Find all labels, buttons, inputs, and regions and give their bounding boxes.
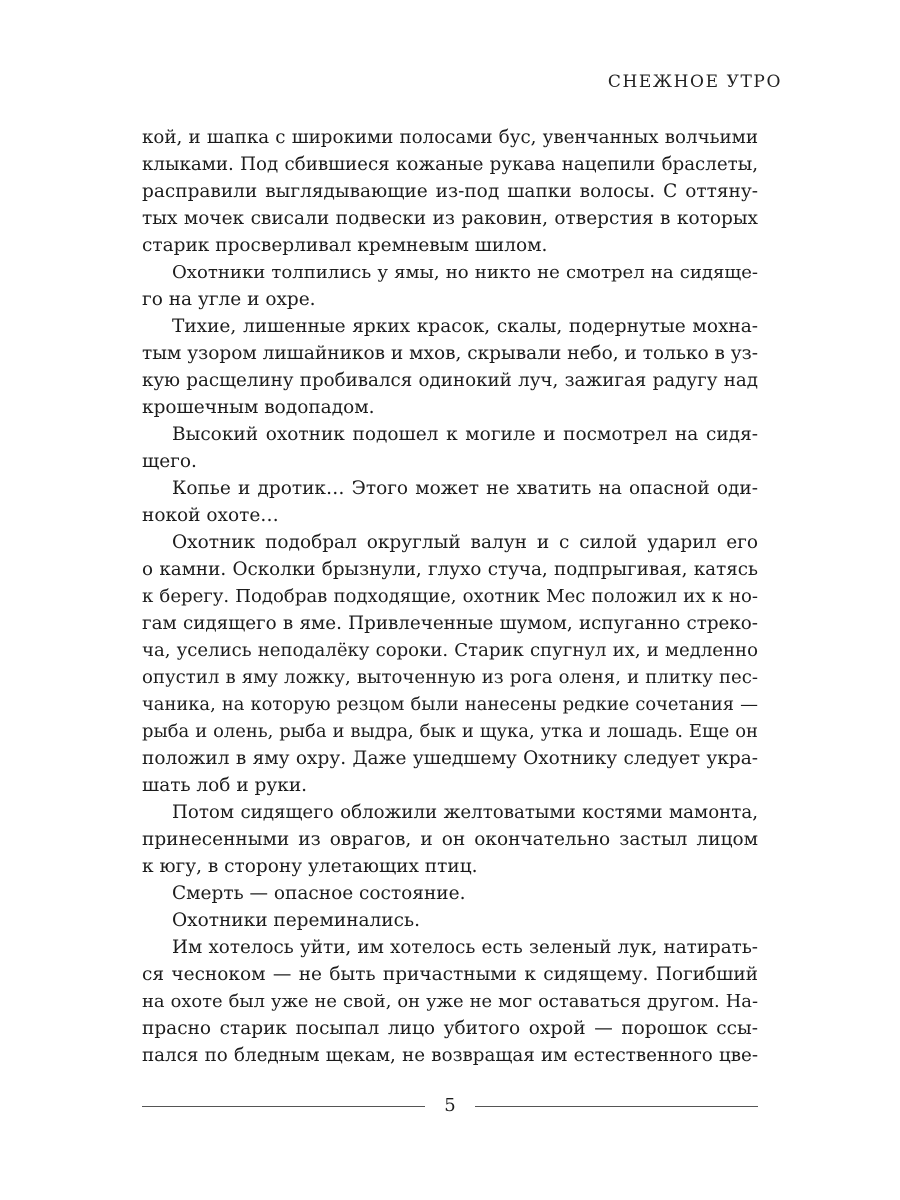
text-line: к берегу. Подобрав подходящие, охотник Мес положил их к но- [142,586,758,607]
running-head-title: СНЕЖНОЕ УТРО [607,72,782,92]
text-line: прасно старик посыпал лицо убитого охрой — порошок ссы- [142,1018,758,1039]
text-line: щего. [142,451,197,472]
text-line: нокой охоте… [142,505,279,526]
text-line: кую расщелину пробивался одинокий луч, зажигая радугу над [142,370,758,391]
text-line: рыба и олень, рыба и выдра, бык и щука, утка и лошадь. Еще он [142,721,758,742]
text-line: чаника, на которую резцом были нанесены редкие сочетания — [142,694,758,715]
text-line: принесенными из оврагов, и он окончательно застыл лицом [142,829,758,850]
page-number: 5 [444,1095,456,1116]
footer-rule-right [475,1106,758,1107]
text-line: крошечным водопадом. [142,397,375,418]
text-line: старик просверливал кремневым шилом. [142,235,548,256]
text-line: к югу, в сторону улетающих птиц. [142,856,478,877]
text-line: опустил в яму ложку, выточенную из рога оленя, и плитку пес- [142,667,758,688]
text-line: клыками. Под сбившиеся кожаные рукава нацепили браслеты, [142,154,758,175]
text-line: положил в яму охру. Даже ушедшему Охотнику следует укра- [142,748,758,769]
text-line: расправили выглядывающие из-под шапки волосы. С оттяну- [142,181,758,202]
text-line: Тихие, лишенные ярких красок, скалы, подернутые мохна- [172,316,758,337]
text-line: Им хотелось уйти, им хотелось есть зеленый лук, натирать- [172,937,758,958]
text-line: ся чесноком — не быть причастными к сидящему. Погибший [142,964,758,985]
text-line: Смерть — опасное состояние. [172,883,466,904]
text-line: шать лоб и руки. [142,775,308,796]
text-line: Охотники толпились у ямы, но никто не смотрел на сидяще- [172,262,758,283]
text-line: ча, уселись неподалёку сороки. Старик спугнул их, и медленно [142,640,758,661]
text-line: Охотники переминались. [172,910,420,931]
text-line: Охотник подобрал округлый валун и с силой ударил его [172,532,758,553]
text-line: Копье и дротик… Этого может не хватить на опасной оди- [172,478,758,499]
text-line: Потом сидящего обложили желтоватыми костями мамонта, [172,802,758,823]
text-line: пался по бледным щекам, не возвращая им естественного цве- [142,1045,758,1066]
text-line: тых мочек свисали подвески из раковин, отверстия в которых [142,208,758,229]
text-line: тым узором лишайников и мхов, скрывали небо, и только в уз- [142,343,758,364]
text-line: кой, и шапка с широкими полосами бус, увенчанных волчьими [142,127,758,148]
page-body-text [142,124,758,1069]
page-footer [142,1094,758,1118]
text-line: го на угле и охре. [142,289,316,310]
text-line: на охоте был уже не свой, он уже не мог оставаться другом. На- [142,991,758,1012]
text-line: Высокий охотник подошел к могиле и посмотрел на сидя- [172,424,758,445]
text-line: о камни. Осколки брызнули, глухо стуча, подпрыгивая, катясь [142,559,758,580]
text-line: гам сидящего в яме. Привлеченные шумом, испуганно стреко- [142,613,758,634]
